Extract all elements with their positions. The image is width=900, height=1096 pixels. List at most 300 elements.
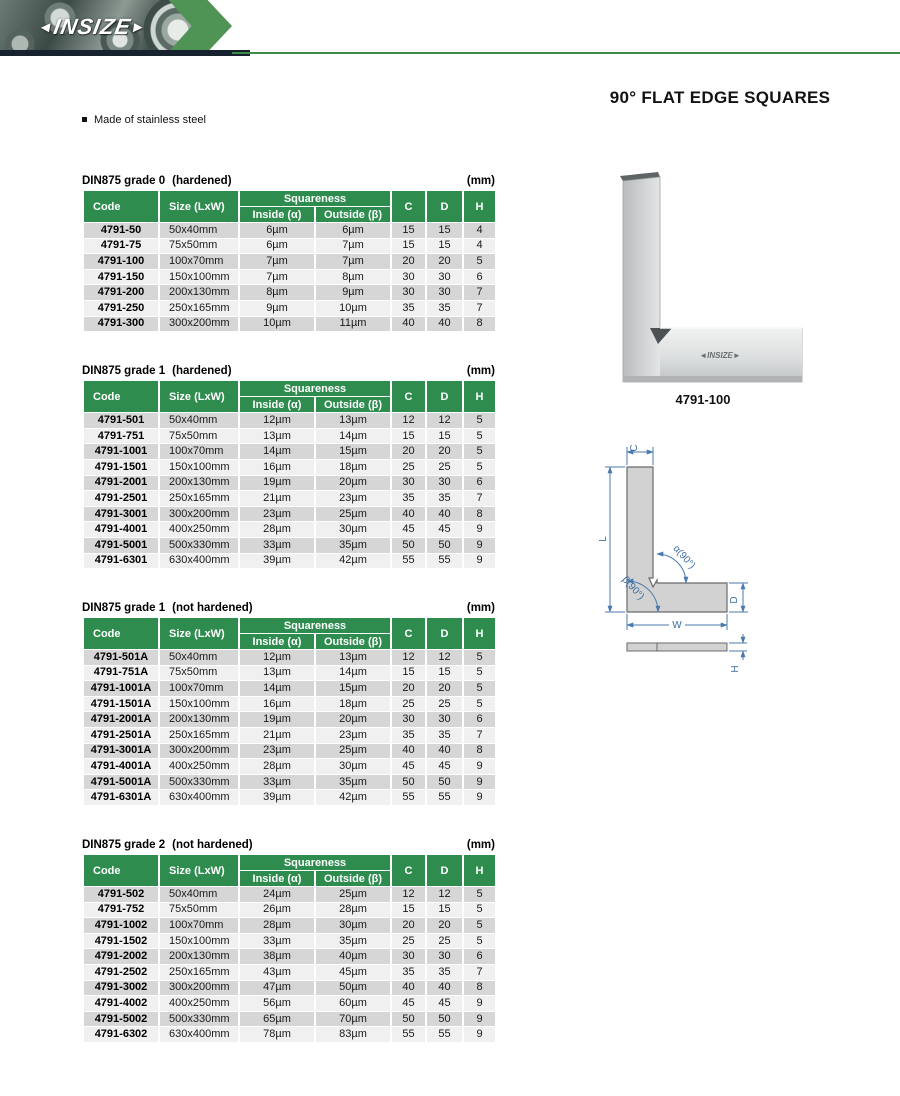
col-header-size: Size (LxW) — [159, 381, 239, 413]
table-row — [83, 238, 496, 254]
table-cell: 14µm — [239, 681, 315, 697]
table-cell: 40 — [426, 980, 463, 996]
table-cell: 500x330mm — [159, 537, 239, 553]
code-cell: 4791-752 — [83, 902, 159, 918]
table-row — [83, 665, 496, 681]
table-cell: 55 — [391, 1027, 426, 1043]
table-cell: 28µm — [239, 522, 315, 538]
table-cell: 38µm — [239, 949, 315, 965]
table-cell: 10µm — [315, 300, 391, 316]
table-row — [83, 696, 496, 712]
table-cell: 21µm — [239, 491, 315, 507]
table-cell: 45 — [391, 759, 426, 775]
table-cell: 5 — [463, 696, 496, 712]
table-cell: 65µm — [239, 1011, 315, 1027]
table-cell: 75x50mm — [159, 665, 239, 681]
table-cell: 50 — [426, 1011, 463, 1027]
col-header-h: H — [463, 855, 496, 887]
table-cell: 5 — [463, 413, 496, 429]
table-grade-label: DIN875 grade 0 — [82, 175, 166, 187]
table-cell: 9 — [463, 790, 496, 806]
table-cell: 83µm — [315, 1027, 391, 1043]
table-cell: 25 — [426, 933, 463, 949]
table-cell: 19µm — [239, 712, 315, 728]
table-row — [83, 933, 496, 949]
table-cell: 4 — [463, 223, 496, 239]
table-cell: 100x70mm — [159, 681, 239, 697]
code-cell: 4791-2002 — [83, 949, 159, 965]
table-cell: 20 — [391, 254, 426, 270]
table-row — [83, 316, 496, 332]
table-cell: 6µm — [239, 238, 315, 254]
dim-label-w: W — [672, 620, 682, 631]
code-cell: 4791-5002 — [83, 1011, 159, 1027]
code-cell: 4791-5001 — [83, 537, 159, 553]
code-cell: 4791-501 — [83, 413, 159, 429]
table-note-label: (hardened) — [172, 365, 232, 378]
table-cell: 7µm — [239, 254, 315, 270]
beam-bottom-edge — [623, 376, 802, 382]
table-cell: 6 — [463, 475, 496, 491]
table-cell: 78µm — [239, 1027, 315, 1043]
table-cell: 500x330mm — [159, 774, 239, 790]
table-cell: 35 — [426, 965, 463, 981]
table-cell: 12 — [426, 887, 463, 903]
table-cell: 25 — [391, 459, 426, 475]
table-cell: 20µm — [315, 712, 391, 728]
col-header-d: D — [426, 191, 463, 223]
table-row — [83, 506, 496, 522]
table-cell: 14µm — [239, 444, 315, 460]
table-cell: 9 — [463, 774, 496, 790]
table-cell: 43µm — [239, 965, 315, 981]
spec-table — [82, 617, 497, 806]
table-cell: 12 — [426, 650, 463, 666]
table-cell: 15 — [426, 238, 463, 254]
table-row — [83, 285, 496, 301]
col-header-code: Code — [83, 191, 159, 223]
col-header-code: Code — [83, 381, 159, 413]
table-section-grade0-hardened — [82, 175, 495, 332]
code-cell: 4791-751A — [83, 665, 159, 681]
table-cell: 200x130mm — [159, 949, 239, 965]
dim-label-d: D — [729, 596, 740, 604]
table-cell: 55 — [426, 553, 463, 569]
table-cell: 39µm — [239, 553, 315, 569]
page-title: 90° FLAT EDGE SQUARES — [609, 88, 831, 107]
table-cell: 5 — [463, 254, 496, 270]
table-cell: 45 — [391, 522, 426, 538]
table-row — [83, 269, 496, 285]
table-cell: 19µm — [239, 475, 315, 491]
dim-label-c: C — [629, 444, 640, 452]
table-cell: 20 — [426, 681, 463, 697]
table-cell: 15 — [426, 902, 463, 918]
table-row — [83, 444, 496, 460]
table-row — [83, 790, 496, 806]
table-cell: 75x50mm — [159, 238, 239, 254]
table-cell: 50x40mm — [159, 650, 239, 666]
table-cell: 50 — [426, 537, 463, 553]
code-cell: 4791-3002 — [83, 980, 159, 996]
table-cell: 630x400mm — [159, 790, 239, 806]
table-cell: 23µm — [239, 506, 315, 522]
table-cell: 56µm — [239, 996, 315, 1012]
table-cell: 42µm — [315, 553, 391, 569]
unit-label: (mm) — [466, 602, 495, 615]
table-cell: 39µm — [239, 790, 315, 806]
technical-diagram — [595, 438, 895, 678]
table-cell: 12µm — [239, 650, 315, 666]
table-cell: 28µm — [315, 902, 391, 918]
spec-table — [82, 190, 497, 332]
col-header-outside: Outside (β) — [315, 207, 391, 223]
col-header-squareness: Squareness — [239, 381, 391, 397]
table-cell: 50µm — [315, 980, 391, 996]
table-cell: 5 — [463, 459, 496, 475]
code-cell: 4791-250 — [83, 300, 159, 316]
code-cell: 4791-1001 — [83, 444, 159, 460]
table-row — [83, 553, 496, 569]
table-cell: 30µm — [315, 759, 391, 775]
table-cell: 25 — [391, 933, 426, 949]
table-cell: 35 — [426, 728, 463, 744]
table-cell: 75x50mm — [159, 902, 239, 918]
table-cell: 5 — [463, 650, 496, 666]
table-row — [83, 712, 496, 728]
table-section-grade2-not-hardened — [82, 839, 495, 1043]
code-cell: 4791-3001 — [83, 506, 159, 522]
table-cell: 630x400mm — [159, 553, 239, 569]
etched-logo: ◄INSIZE► — [699, 351, 741, 360]
code-cell: 4791-6301 — [83, 553, 159, 569]
table-cell: 15 — [391, 428, 426, 444]
table-row — [83, 223, 496, 239]
table-cell: 400x250mm — [159, 522, 239, 538]
table-title — [82, 175, 495, 187]
code-cell: 4791-4001A — [83, 759, 159, 775]
table-cell: 40 — [426, 743, 463, 759]
table-cell: 18µm — [315, 459, 391, 475]
col-header-outside: Outside (β) — [315, 397, 391, 413]
table-row — [83, 980, 496, 996]
table-cell: 9 — [463, 553, 496, 569]
code-cell: 4791-2502 — [83, 965, 159, 981]
table-note-label: (not hardened) — [172, 839, 253, 852]
table-cell: 50 — [391, 774, 426, 790]
table-cell: 25 — [391, 696, 426, 712]
table-cell: 20µm — [315, 475, 391, 491]
col-header-inside: Inside (α) — [239, 207, 315, 223]
table-cell: 50x40mm — [159, 413, 239, 429]
table-cell: 150x100mm — [159, 459, 239, 475]
code-cell: 4791-300 — [83, 316, 159, 332]
table-cell: 7 — [463, 728, 496, 744]
spec-table — [82, 380, 497, 569]
table-cell: 35µm — [315, 933, 391, 949]
table-cell: 20 — [426, 918, 463, 934]
table-cell: 10µm — [239, 316, 315, 332]
table-cell: 20 — [426, 254, 463, 270]
table-cell: 55 — [426, 790, 463, 806]
table-row — [83, 743, 496, 759]
table-cell: 13µm — [315, 650, 391, 666]
table-section-grade1-hardened — [82, 365, 495, 569]
col-header-code: Code — [83, 618, 159, 650]
table-note-label: (hardened) — [172, 175, 232, 187]
table-cell: 14µm — [315, 665, 391, 681]
table-cell: 50 — [391, 537, 426, 553]
code-cell: 4791-2501 — [83, 491, 159, 507]
feature-bullet — [82, 114, 206, 126]
table-cell: 15 — [391, 223, 426, 239]
col-header-squareness: Squareness — [239, 191, 391, 207]
table-cell: 30 — [391, 949, 426, 965]
table-row — [83, 949, 496, 965]
table-grade-label: DIN875 grade 2 — [82, 839, 166, 852]
beta-label: β(90°) — [619, 574, 647, 603]
table-cell: 40µm — [315, 949, 391, 965]
table-cell: 15µm — [315, 444, 391, 460]
table-cell: 30 — [391, 475, 426, 491]
table-cell: 15µm — [315, 681, 391, 697]
code-cell: 4791-751 — [83, 428, 159, 444]
table-cell: 6 — [463, 949, 496, 965]
code-cell: 4791-1501 — [83, 459, 159, 475]
logo-text: INSIZE — [51, 14, 134, 39]
table-cell: 18µm — [315, 696, 391, 712]
table-row — [83, 459, 496, 475]
table-cell: 35 — [426, 491, 463, 507]
table-cell: 12 — [391, 887, 426, 903]
feature-text: Made of stainless steel — [94, 114, 206, 126]
table-cell: 35 — [391, 728, 426, 744]
table-cell: 40 — [391, 506, 426, 522]
table-cell: 12µm — [239, 413, 315, 429]
code-cell: 4791-100 — [83, 254, 159, 270]
table-cell: 11µm — [315, 316, 391, 332]
col-header-c: C — [391, 191, 426, 223]
code-cell: 4791-2001A — [83, 712, 159, 728]
table-row — [83, 522, 496, 538]
table-cell: 15 — [426, 223, 463, 239]
table-cell: 30 — [426, 475, 463, 491]
table-cell: 40 — [426, 506, 463, 522]
table-cell: 33µm — [239, 537, 315, 553]
table-cell: 8 — [463, 743, 496, 759]
table-cell: 20 — [391, 681, 426, 697]
table-row — [83, 902, 496, 918]
table-cell: 7 — [463, 285, 496, 301]
table-cell: 40 — [391, 316, 426, 332]
table-cell: 16µm — [239, 696, 315, 712]
table-cell: 28µm — [239, 918, 315, 934]
table-cell: 100x70mm — [159, 444, 239, 460]
col-header-size: Size (LxW) — [159, 618, 239, 650]
col-header-h: H — [463, 191, 496, 223]
table-cell: 24µm — [239, 887, 315, 903]
dim-label-h: H — [730, 665, 741, 673]
header-dark-bar — [0, 50, 250, 56]
table-cell: 50 — [426, 774, 463, 790]
table-cell: 23µm — [315, 728, 391, 744]
col-header-squareness: Squareness — [239, 618, 391, 634]
table-cell: 300x200mm — [159, 316, 239, 332]
dim-label-l: L — [598, 536, 609, 542]
table-cell: 150x100mm — [159, 269, 239, 285]
table-row — [83, 428, 496, 444]
table-cell: 12 — [426, 413, 463, 429]
table-cell: 30 — [391, 712, 426, 728]
table-cell: 6 — [463, 712, 496, 728]
table-cell: 45 — [426, 522, 463, 538]
unit-label: (mm) — [466, 175, 495, 187]
table-cell: 20 — [391, 444, 426, 460]
table-row — [83, 918, 496, 934]
table-cell: 23µm — [239, 743, 315, 759]
table-cell: 35µm — [315, 537, 391, 553]
table-cell: 35 — [391, 965, 426, 981]
col-header-h: H — [463, 381, 496, 413]
col-header-size: Size (LxW) — [159, 191, 239, 223]
table-cell: 45 — [391, 996, 426, 1012]
unit-label: (mm) — [466, 839, 495, 852]
table-cell: 12 — [391, 650, 426, 666]
side-view — [627, 634, 747, 673]
table-cell: 100x70mm — [159, 918, 239, 934]
table-cell: 25µm — [315, 743, 391, 759]
table-row — [83, 254, 496, 270]
code-cell: 4791-2501A — [83, 728, 159, 744]
table-cell: 9 — [463, 1011, 496, 1027]
code-cell: 4791-2001 — [83, 475, 159, 491]
table-cell: 13µm — [315, 413, 391, 429]
table-cell: 50x40mm — [159, 223, 239, 239]
table-row — [83, 774, 496, 790]
table-cell: 15 — [391, 665, 426, 681]
insize-logo — [36, 14, 149, 40]
col-header-c: C — [391, 381, 426, 413]
table-cell: 55 — [426, 1027, 463, 1043]
col-header-d: D — [426, 381, 463, 413]
table-cell: 250x165mm — [159, 965, 239, 981]
table-row — [83, 965, 496, 981]
table-cell: 150x100mm — [159, 933, 239, 949]
table-cell: 9µm — [315, 285, 391, 301]
table-cell: 25 — [426, 696, 463, 712]
table-title — [82, 839, 495, 851]
table-cell: 250x165mm — [159, 300, 239, 316]
table-cell: 12 — [391, 413, 426, 429]
table-cell: 30µm — [315, 522, 391, 538]
table-cell: 42µm — [315, 790, 391, 806]
table-cell: 30 — [426, 712, 463, 728]
col-header-outside: Outside (β) — [315, 634, 391, 650]
table-row — [83, 759, 496, 775]
table-cell: 6 — [463, 269, 496, 285]
table-grade-label: DIN875 grade 1 — [82, 365, 166, 378]
table-row — [83, 887, 496, 903]
table-title — [82, 365, 495, 377]
col-header-size: Size (LxW) — [159, 855, 239, 887]
table-cell: 40 — [391, 980, 426, 996]
code-cell: 4791-4002 — [83, 996, 159, 1012]
table-row — [83, 728, 496, 744]
code-cell: 4791-6302 — [83, 1027, 159, 1043]
table-cell: 30 — [391, 269, 426, 285]
col-header-outside: Outside (β) — [315, 871, 391, 887]
table-cell: 14µm — [315, 428, 391, 444]
table-cell: 30 — [426, 949, 463, 965]
table-row — [83, 1011, 496, 1027]
table-section-grade1-not-hardened — [82, 602, 495, 806]
table-cell: 9 — [463, 996, 496, 1012]
table-cell: 7µm — [315, 254, 391, 270]
table-cell: 5 — [463, 887, 496, 903]
code-cell: 4791-3001A — [83, 743, 159, 759]
table-cell: 25µm — [315, 506, 391, 522]
table-cell: 35 — [391, 491, 426, 507]
table-row — [83, 650, 496, 666]
table-cell: 7µm — [239, 269, 315, 285]
col-header-c: C — [391, 618, 426, 650]
table-cell: 5 — [463, 444, 496, 460]
spec-table — [82, 854, 497, 1043]
code-cell: 4791-501A — [83, 650, 159, 666]
table-cell: 5 — [463, 665, 496, 681]
table-cell: 200x130mm — [159, 712, 239, 728]
col-header-squareness: Squareness — [239, 855, 391, 871]
table-cell: 15 — [391, 238, 426, 254]
table-cell: 50 — [391, 1011, 426, 1027]
table-cell: 300x200mm — [159, 506, 239, 522]
table-grade-label: DIN875 grade 1 — [82, 602, 166, 615]
table-row — [83, 413, 496, 429]
table-row — [83, 475, 496, 491]
code-cell: 4791-75 — [83, 238, 159, 254]
table-cell: 9 — [463, 759, 496, 775]
code-cell: 4791-50 — [83, 223, 159, 239]
alpha-label: α(90°) — [670, 543, 698, 572]
table-cell: 8µm — [315, 269, 391, 285]
col-header-c: C — [391, 855, 426, 887]
table-cell: 500x330mm — [159, 1011, 239, 1027]
table-cell: 50x40mm — [159, 887, 239, 903]
table-cell: 6µm — [315, 223, 391, 239]
table-cell: 30 — [426, 269, 463, 285]
table-cell: 33µm — [239, 933, 315, 949]
table-cell: 60µm — [315, 996, 391, 1012]
table-cell: 200x130mm — [159, 475, 239, 491]
table-cell: 20 — [426, 444, 463, 460]
table-cell: 400x250mm — [159, 759, 239, 775]
col-header-code: Code — [83, 855, 159, 887]
unit-label: (mm) — [466, 365, 495, 378]
table-row — [83, 1027, 496, 1043]
table-cell: 250x165mm — [159, 491, 239, 507]
table-cell: 8 — [463, 506, 496, 522]
table-cell: 400x250mm — [159, 996, 239, 1012]
table-title — [82, 602, 495, 614]
page-header — [0, 0, 900, 58]
table-cell: 300x200mm — [159, 743, 239, 759]
logo-right-arrow-icon: ► — [129, 19, 149, 36]
col-header-d: D — [426, 855, 463, 887]
table-cell: 30 — [391, 285, 426, 301]
table-cell: 6µm — [239, 223, 315, 239]
table-cell: 9 — [463, 1027, 496, 1043]
table-cell: 5 — [463, 681, 496, 697]
